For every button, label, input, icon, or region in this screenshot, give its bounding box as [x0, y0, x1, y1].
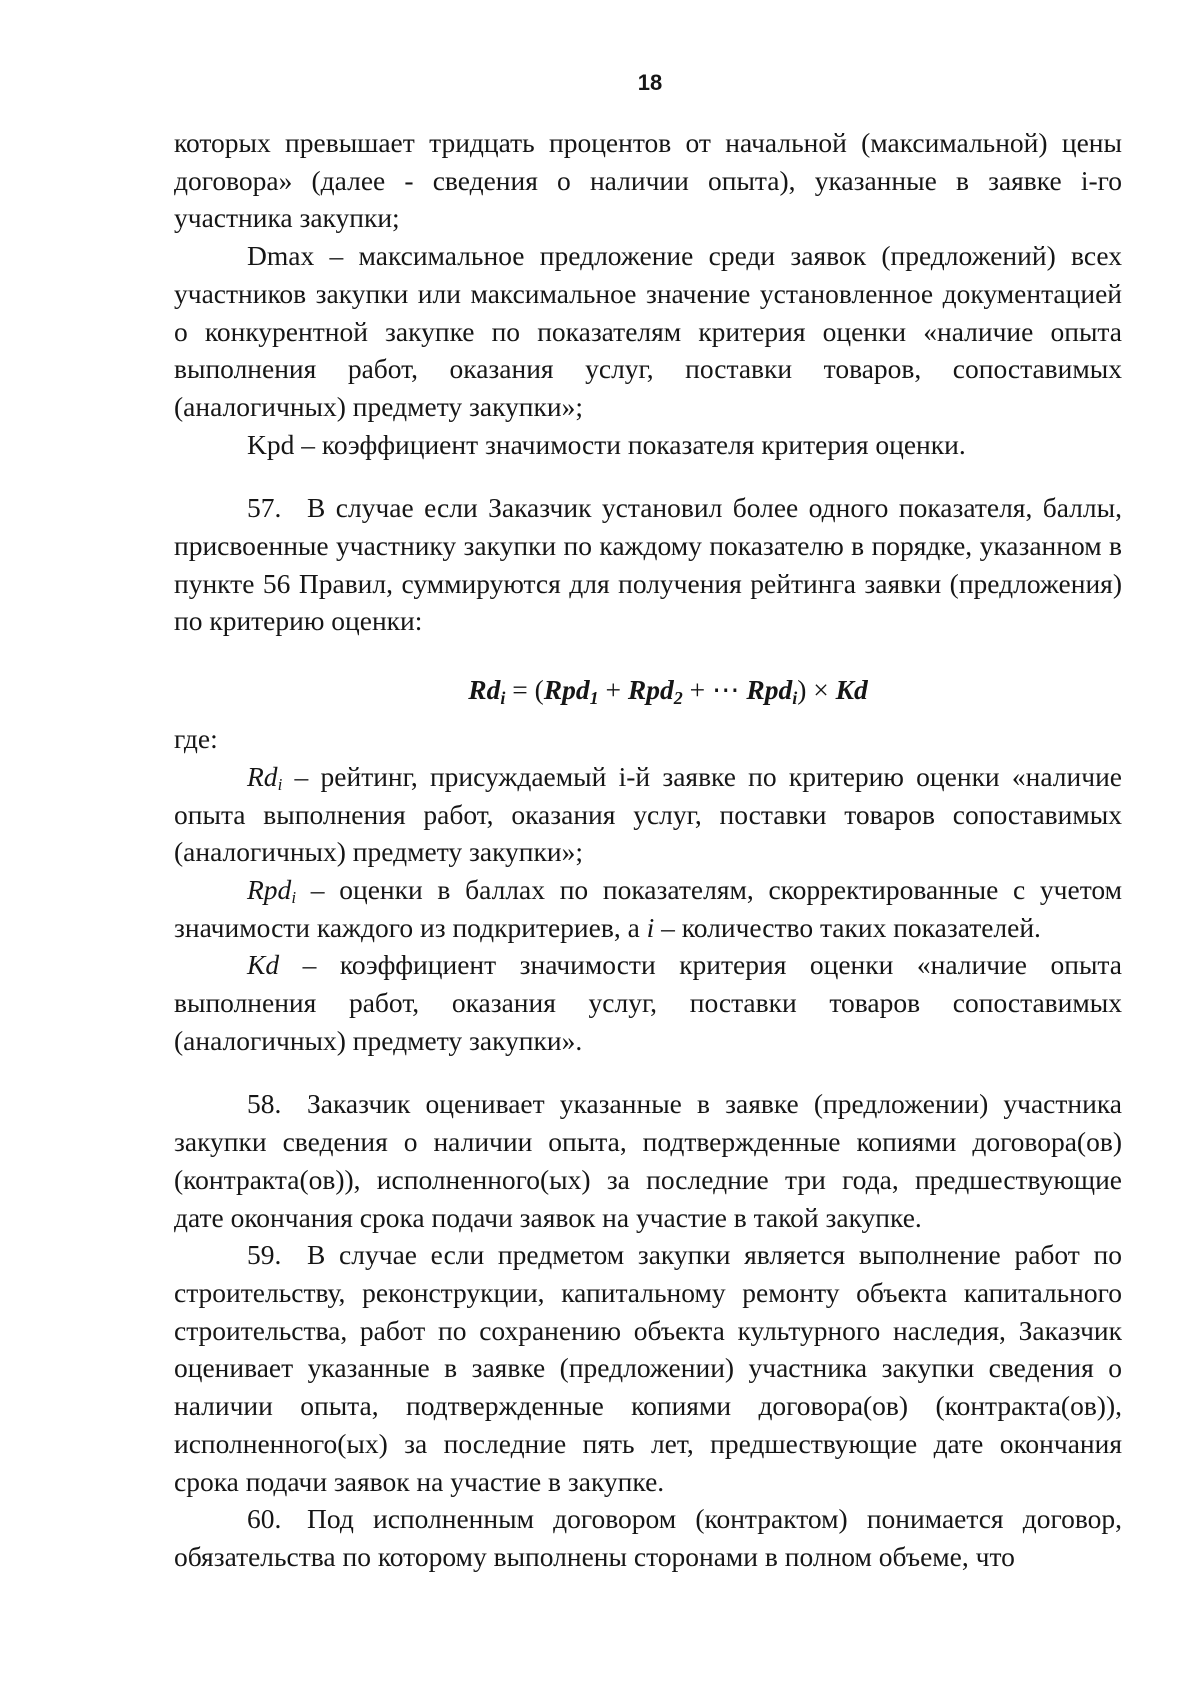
page-number: 18	[637, 70, 663, 95]
section-text: Заказчик оценивает указанные в заявке (предложении) участника закупки сведения о наличии опыта, подтвержденные копиями договора(ов) (контракта(ов)), исполненного(ых) за последние три года, предшествующие дате окончания срока подачи заявок на участие в такой закупке.	[174, 1088, 1122, 1233]
section-text: В случае если Заказчик установил более одного показателя, баллы, присвоенные участнику закупки по каждому показателю в порядке, указанном в пункте 56 Правил, суммируются для получения рейтинга заявки (предложения) по критерию оценки:	[174, 492, 1122, 637]
paragraph-continued: которых превышает тридцать процентов от начальной (максимальной) цены договора» (далее - сведения о наличии опыта), указанные в заявке i-го участника закупки;	[174, 127, 1122, 234]
section-text: В случае если предметом закупки является выполнение работ по строительству, реконструкции, капитальному ремонту объекта капитального строительства, работ по сохранению объекта культурного наследия, Заказчик оценивает указанные в заявке (предложении) участника закупки сведения о наличии опыта, подтвержденные копиями договора(ов) (контракта(ов)), исполненного(ых) за последние пять лет, предшествующие дате окончания срока подачи заявок на участие в закупке.	[174, 1239, 1122, 1497]
document-body	[174, 124, 1122, 1576]
rating-formula: $Rd_i = (Rpd_1 + Rpd_2$ + ⋯ Rpd$_i$) × Kd	[468, 674, 868, 709]
paragraph-kpd-definition: Kpd – коэффициент значимости показателя критерия оценки.	[247, 428, 966, 460]
section-58	[174, 1085, 1122, 1236]
section-60	[174, 1500, 1122, 1575]
definition-kd: Kd – коэффициент значимости критерия оценки «наличие опыта выполнения работ, оказания услуг, поставки товаров сопоставимых (аналогичных) предмету закупки».	[174, 949, 1122, 1056]
section-number: 57.	[247, 492, 282, 524]
section-number: 59.	[247, 1239, 282, 1271]
section-number: 60.	[247, 1503, 282, 1535]
section-57	[174, 489, 1122, 640]
section-text: Под исполненным договором (контрактом) понимается договор, обязательства по которому выполнены сторонами в полном объеме, что	[174, 1503, 1122, 1572]
section-59	[174, 1236, 1122, 1500]
where-label: где:	[174, 723, 218, 755]
paragraph-dmax-definition: Dmax – максимальное предложение среди заявок (предложений) всех участников закупки или максимальное значение установленное документацией о конкурентной закупке по показателям критерия оценки «наличие опыта выполнения работ, оказания услуг, поставки товаров, сопоставимых (аналогичных) предмету закупки»;	[174, 240, 1122, 422]
definition-rd: $Rd_i$ – рейтинг, присуждаемый i-й заявке по критерию оценки «наличие опыта выполнения работ, оказания услуг, поставки товаров сопоставимых (аналогичных) предмету закупки»;	[174, 760, 1122, 868]
definition-rpd: Rpd$_i$ – оценки в баллах по показателям, скорректированные с учетом значимости каждого из подкритериев, а i – количество таких показателей.	[174, 873, 1122, 943]
section-number: 58.	[247, 1088, 282, 1120]
